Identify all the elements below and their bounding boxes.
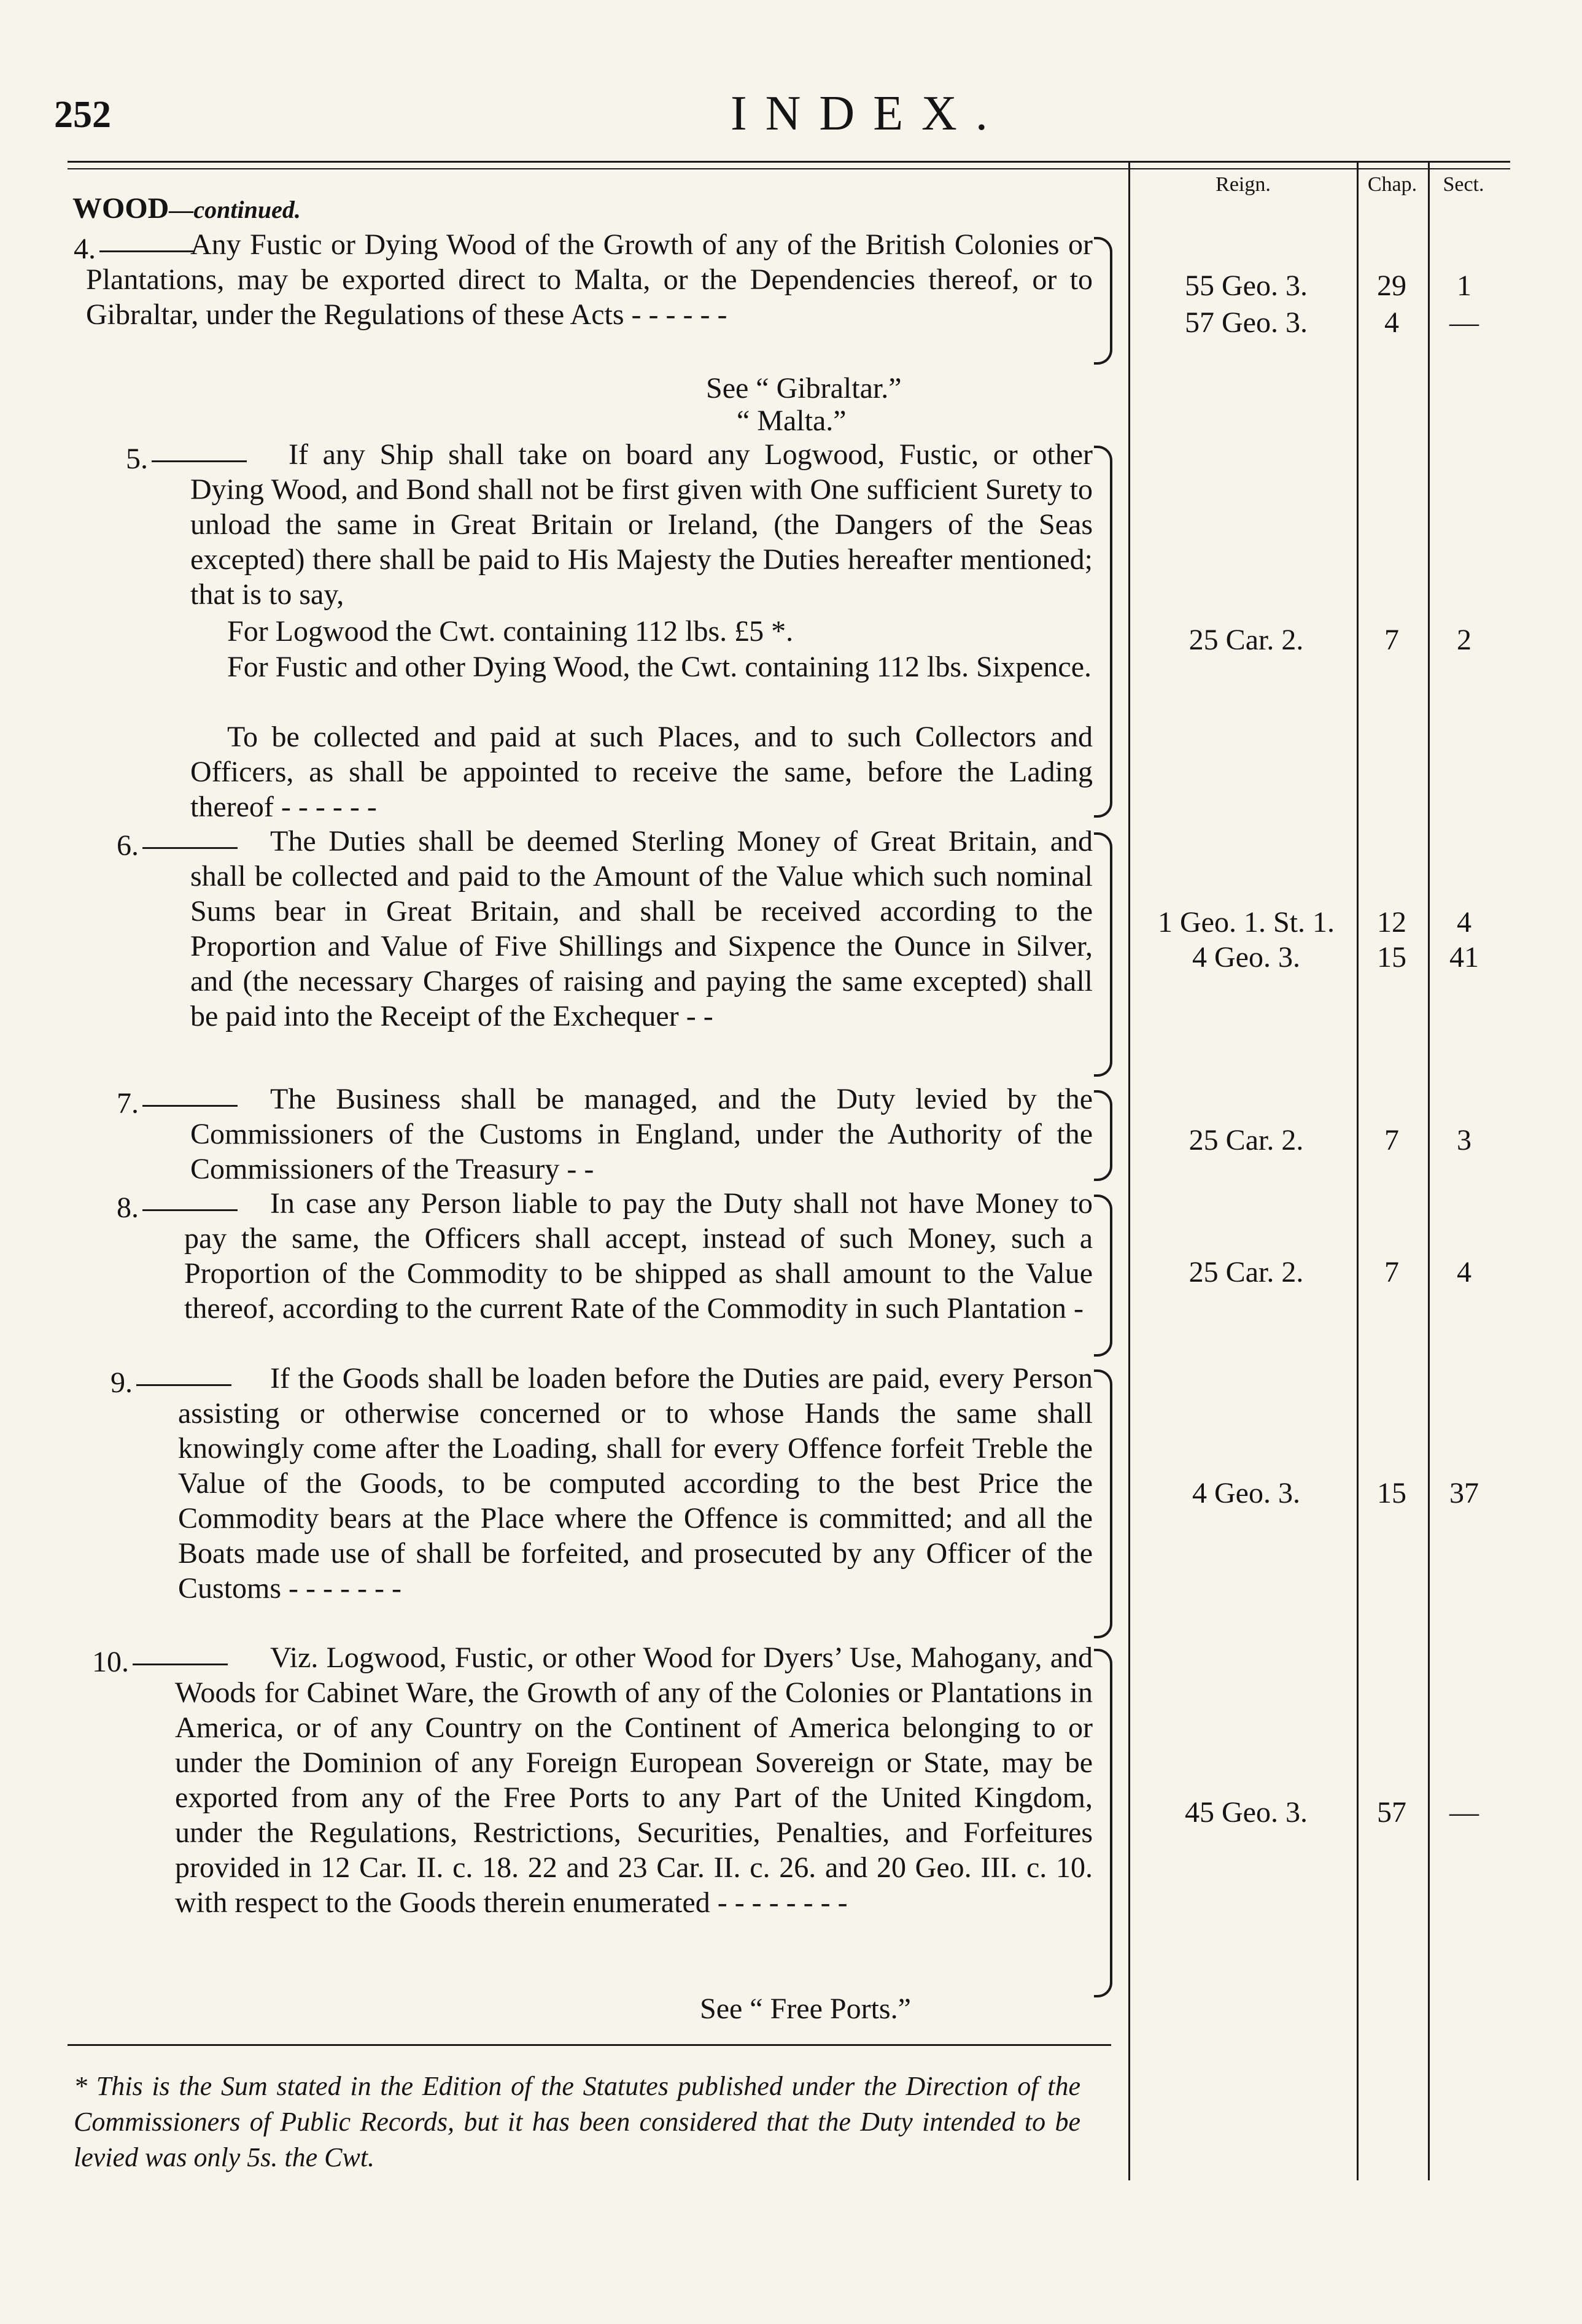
citation-chap: 15: [1377, 941, 1406, 974]
entry-text: The Business shall be managed, and the Duty levied by the Commissioners of the Customs in England, under the Authority of the Commissioners of the Treasury - -: [190, 1083, 1093, 1185]
entry-text: If any Ship shall take on board any Logwood, Fustic, or other Dying Wood, and Bond shall not be first given with One sufficient Surety to unload the same in Great Britain or Ireland, (the Dangers of the Seas excepted) there shall be paid to His Majesty the Duties hereafter mentioned; that is to say,: [190, 438, 1093, 611]
column-divider-chap: [1357, 161, 1359, 2180]
entry-text: Any Fustic or Dying Wood of the Growth of any of the British Colonies or Plantations, may be exported direct to Malta, or the Dependencies thereof, or to Gibraltar, under the Regulations of these Acts - - - - - -: [86, 228, 1093, 331]
citation-reign: 25 Car. 2.: [1188, 624, 1304, 656]
entry-number: 6.: [117, 829, 245, 862]
see-reference: See “ Gibraltar.”: [706, 372, 902, 405]
citation-chap: 29: [1377, 269, 1406, 302]
entry-number: 10.: [92, 1645, 235, 1679]
brace: [1094, 832, 1112, 1077]
entry-number: 8.: [117, 1191, 245, 1225]
column-divider-main: [1128, 161, 1130, 2180]
citation-reign: 4 Geo. 3.: [1192, 1477, 1300, 1509]
section-continued: —continued.: [169, 196, 301, 223]
see-reference: “ Malta.”: [737, 405, 847, 437]
citation-chap: 12: [1377, 906, 1406, 939]
column-divider-sect: [1428, 161, 1430, 2180]
entry-number: 7.: [117, 1086, 245, 1120]
brace: [1094, 1649, 1112, 1997]
entry-text: In case any Person liable to pay the Duty shall not have Money to pay the same, the Officers shall accept, instead of such Money, such a Proportion of the Commodity to be shipped as shall amount to the Value thereof, according to the current Rate of the Commodity in such Plantation -: [184, 1187, 1093, 1325]
citation-sect: 2: [1457, 624, 1471, 656]
brace: [1094, 237, 1112, 365]
citation-reign: 1 Geo. 1. St. 1.: [1158, 906, 1335, 939]
citation-sect: 41: [1449, 941, 1479, 974]
entry-subtext: For Logwood the Cwt. containing 112 lbs. £5 *.: [227, 615, 794, 648]
footnote-rule: [68, 2044, 1111, 2046]
citation-sect: —: [1449, 1796, 1479, 1829]
entry-text: Viz. Logwood, Fustic, or other Wood for Dyers’ Use, Mahogany, and Woods for Cabinet Ware, the Growth of any of the Colonies or Plantations in America, or of any Country on the Continent of America belonging to or under the Dominion of any Foreign European Sovereign or State, may be exported from any of the Free Ports to any Part of the United Kingdom, under the Regulations, Restrictions, Securities, Penalties, and Forfeitures provided in 12 Car. II. c. 18. 22 and 23 Car. II. c. 26. and 20 Geo. III. c. 10. with respect to the Goods therein enumerated - - - - - - - -: [175, 1641, 1093, 1919]
entry-subtext: To be collected and paid at such Places, and to such Collectors and Officers, as shall be appointed to receive the same, before the Lading thereof - - - - - -: [190, 721, 1093, 823]
citation-chap: 57: [1377, 1796, 1406, 1829]
entry-number: 4.: [74, 232, 202, 266]
entry-text: If the Goods shall be loaden before the Duties are paid, every Person assisting or otherwise concerned or to whose Hands the same shall knowingly come after the Loading, shall for every Offence forfeit Treble the Value of the Goods, to be computed according to the best Price the Commodity bears at the Place where the Offence is committed; and all the Boats made use of shall be forfeited, and prosecuted by any Officer of the Customs - - - - - - -: [178, 1362, 1093, 1605]
citation-sect: 3: [1457, 1124, 1471, 1156]
see-reference: See “ Free Ports.”: [700, 1993, 911, 2025]
citation-chap: 15: [1377, 1477, 1406, 1509]
header-rule: [68, 161, 1510, 163]
citation-sect: 4: [1457, 906, 1471, 939]
column-header-reign: Reign.: [1216, 173, 1271, 196]
citation-sect: 1: [1457, 269, 1471, 302]
page-number: 252: [54, 94, 111, 136]
entry-text: The Duties shall be deemed Sterling Money of Great Britain, and shall be collected and paid to the Amount of the Value which such nominal Sums bear in Great Britain, and shall be received according to the Proportion and Value of Five Shillings and Sixpence the Ounce in Silver, and (the necessary Charges of raising and paying the same excepted) shall be paid into the Receipt of the Exchequer - -: [190, 825, 1093, 1032]
citation-sect: 4: [1457, 1256, 1471, 1288]
citation-reign: 25 Car. 2.: [1188, 1256, 1304, 1288]
brace: [1094, 446, 1112, 818]
page-header: [0, 86, 1582, 153]
column-header-chap: Chap.: [1367, 173, 1417, 196]
citation-chap: 7: [1384, 1124, 1399, 1156]
citation-chap: 7: [1384, 624, 1399, 656]
page-title: INDEX.: [731, 87, 1006, 141]
header-rule-inner: [68, 168, 1510, 169]
citation-chap: 7: [1384, 1256, 1399, 1288]
citation-reign: 55 Geo. 3.: [1185, 269, 1308, 302]
citation-reign: 45 Geo. 3.: [1185, 1796, 1308, 1829]
entry-number: 5.: [126, 442, 254, 476]
citation-reign: 57 Geo. 3.: [1185, 306, 1308, 339]
citation-chap: 4: [1384, 306, 1399, 339]
entry-number: 9.: [111, 1366, 239, 1400]
footnote: * This is the Sum stated in the Edition of the Statutes published under the Direction of the Commissioners of Public Records, but it has been considered that the Duty intended to be levied was only 5s. the Cwt.: [74, 2071, 1080, 2172]
brace: [1094, 1195, 1112, 1357]
column-header-sect: Sect.: [1443, 173, 1484, 196]
citation-sect: 37: [1449, 1477, 1479, 1509]
citation-reign: 4 Geo. 3.: [1192, 941, 1300, 974]
citation-reign: 25 Car. 2.: [1188, 1124, 1304, 1156]
section-title-word: WOOD: [72, 192, 169, 225]
entry-subtext: For Fustic and other Dying Wood, the Cwt. containing 112 lbs. Sixpence.: [227, 651, 1092, 683]
section-title: [72, 192, 301, 225]
citation-sect: —: [1449, 306, 1479, 339]
brace: [1094, 1369, 1112, 1638]
brace: [1094, 1090, 1112, 1181]
